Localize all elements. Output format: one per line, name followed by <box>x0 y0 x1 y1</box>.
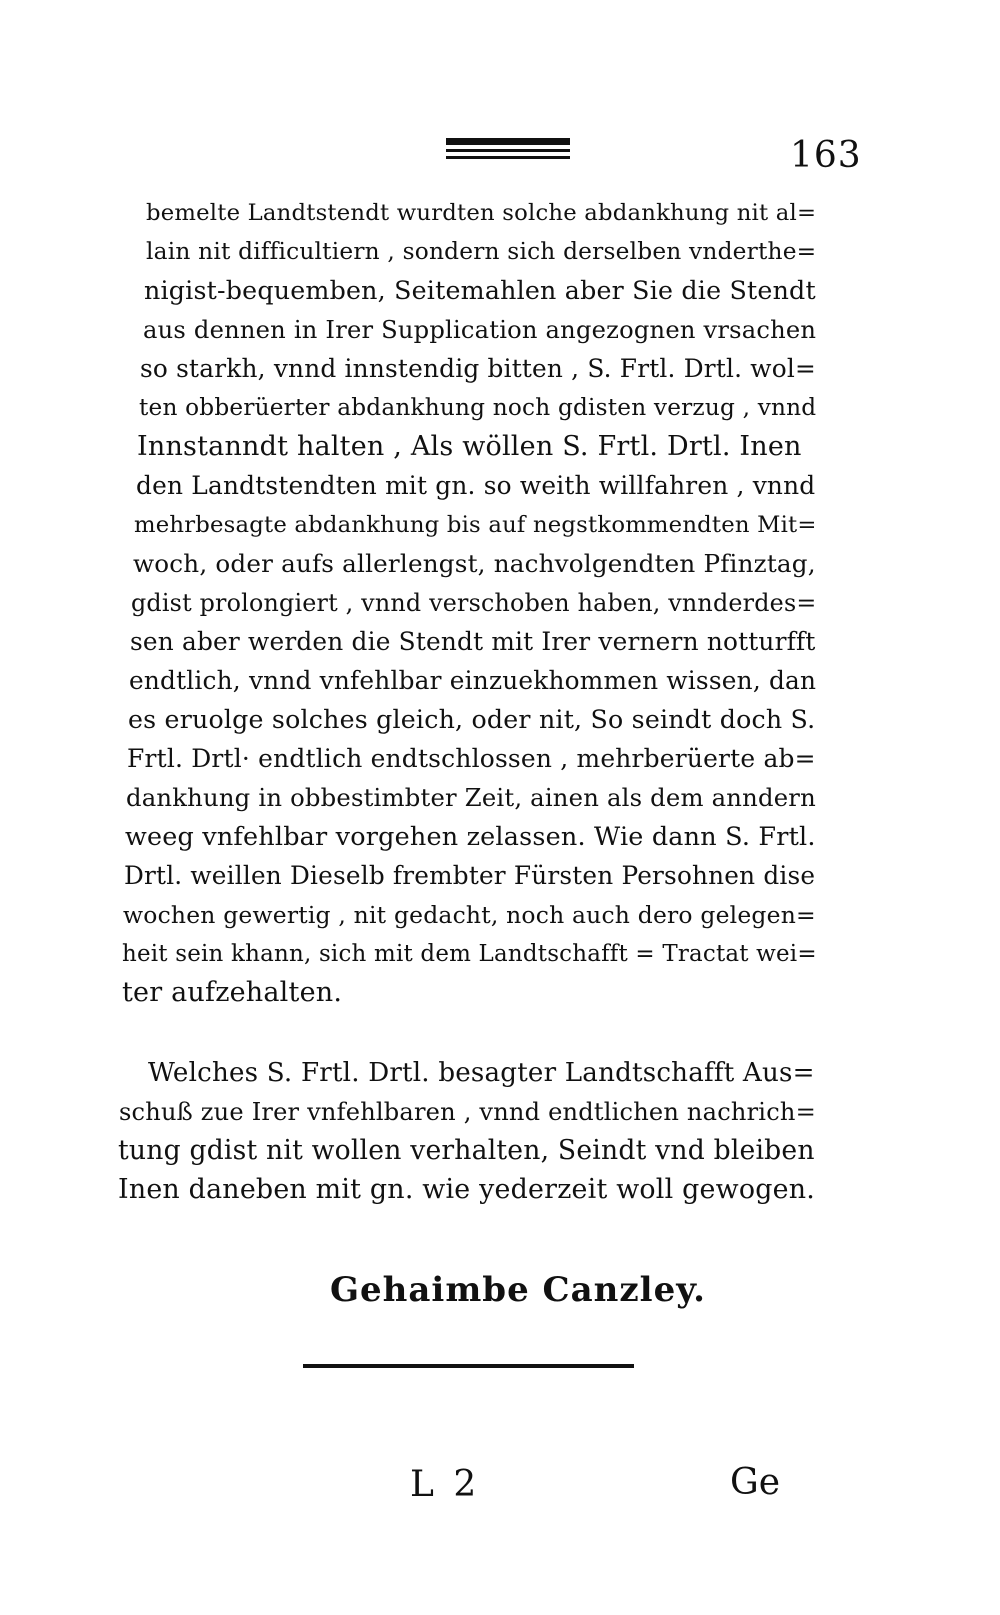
text-line: Frtl. Drtl· endtlich endtschlossen , mehrberüerte ab= <box>127 744 816 773</box>
text-line: lain nit difficultiern , sondern sich derselben vnderthe= <box>146 238 817 265</box>
text-line: Innstanndt halten , Als wöllen S. Frtl. Drtl. Inen <box>137 431 802 462</box>
signature: Gehaimbe Canzley. <box>330 1270 706 1310</box>
text-line: Welches S. Frtl. Drtl. besagter Landtschafft Aus= <box>148 1058 815 1088</box>
text-line: endtlich, vnnd vnfehlbar einzuekhommen wissen, dan <box>129 666 817 695</box>
text-line: gdist prolongiert , vnnd verschoben haben, vnnderdes= <box>131 589 817 617</box>
text-line: den Landtstendten mit gn. so weith willfahren , vnnd <box>136 471 816 500</box>
text-line: Inen daneben mit gn. wie yederzeit woll gewogen. <box>118 1174 815 1205</box>
text-line: wochen gewertig , nit gedacht, noch auch dero gelegen= <box>123 901 816 929</box>
text-line: weeg vnfehlbar vorgehen zelassen. Wie dann S. Frtl. <box>125 822 816 852</box>
text-line: dankhung in obbestimbter Zeit, ainen als dem anndern <box>126 783 816 812</box>
text-line: ten obberüerter abdankhung noch gdisten verzug , vnnd <box>139 394 817 421</box>
text-line: es eruolge solches gleich, oder nit, So seindt doch S. <box>128 705 816 734</box>
text-line: Drtl. weillen Dieselb frembter Fürsten Persohnen dise <box>124 861 816 890</box>
text-line: ter aufzehalten. <box>122 977 343 1008</box>
text-line: nigist-bequemben, Seitemahlen aber Sie die Stendt <box>144 276 816 305</box>
text-line: bemelte Landtstendt wurdten solche abdankhung nit al= <box>146 200 817 226</box>
header-ornament-rule <box>446 138 570 162</box>
text-line: heit sein khann, sich mit dem Landtschafft = Tractat wei= <box>122 941 817 967</box>
text-line: sen aber werden die Stendt mit Irer vernern notturfft <box>130 627 816 656</box>
header-rule-thick <box>446 138 570 145</box>
catchword: Ge <box>730 1462 781 1503</box>
header-rule-thin <box>446 156 570 159</box>
text-line: mehrbesagte abdankhung bis auf negstkommendten Mit= <box>134 512 817 538</box>
signature-mark: L 2 <box>410 1464 481 1505</box>
text-line: aus dennen in Irer Supplication angezognen vrsachen <box>143 316 817 344</box>
text-line: tung gdist nit wollen verhalten, Seindt vnd bleiben <box>118 1135 815 1166</box>
text-line: woch, oder aufs allerlengst, nachvolgendten Pfinztag, <box>133 549 816 578</box>
page-number: 163 <box>790 135 862 176</box>
header-rule-thin <box>446 149 570 152</box>
text-line: so starkh, vnnd innstendig bitten , S. Frtl. Drtl. wol= <box>140 354 816 383</box>
text-line: schuß zue Irer vnfehlbaren , vnnd endtlichen nachrich= <box>119 1098 816 1126</box>
footer-rule <box>303 1364 634 1368</box>
